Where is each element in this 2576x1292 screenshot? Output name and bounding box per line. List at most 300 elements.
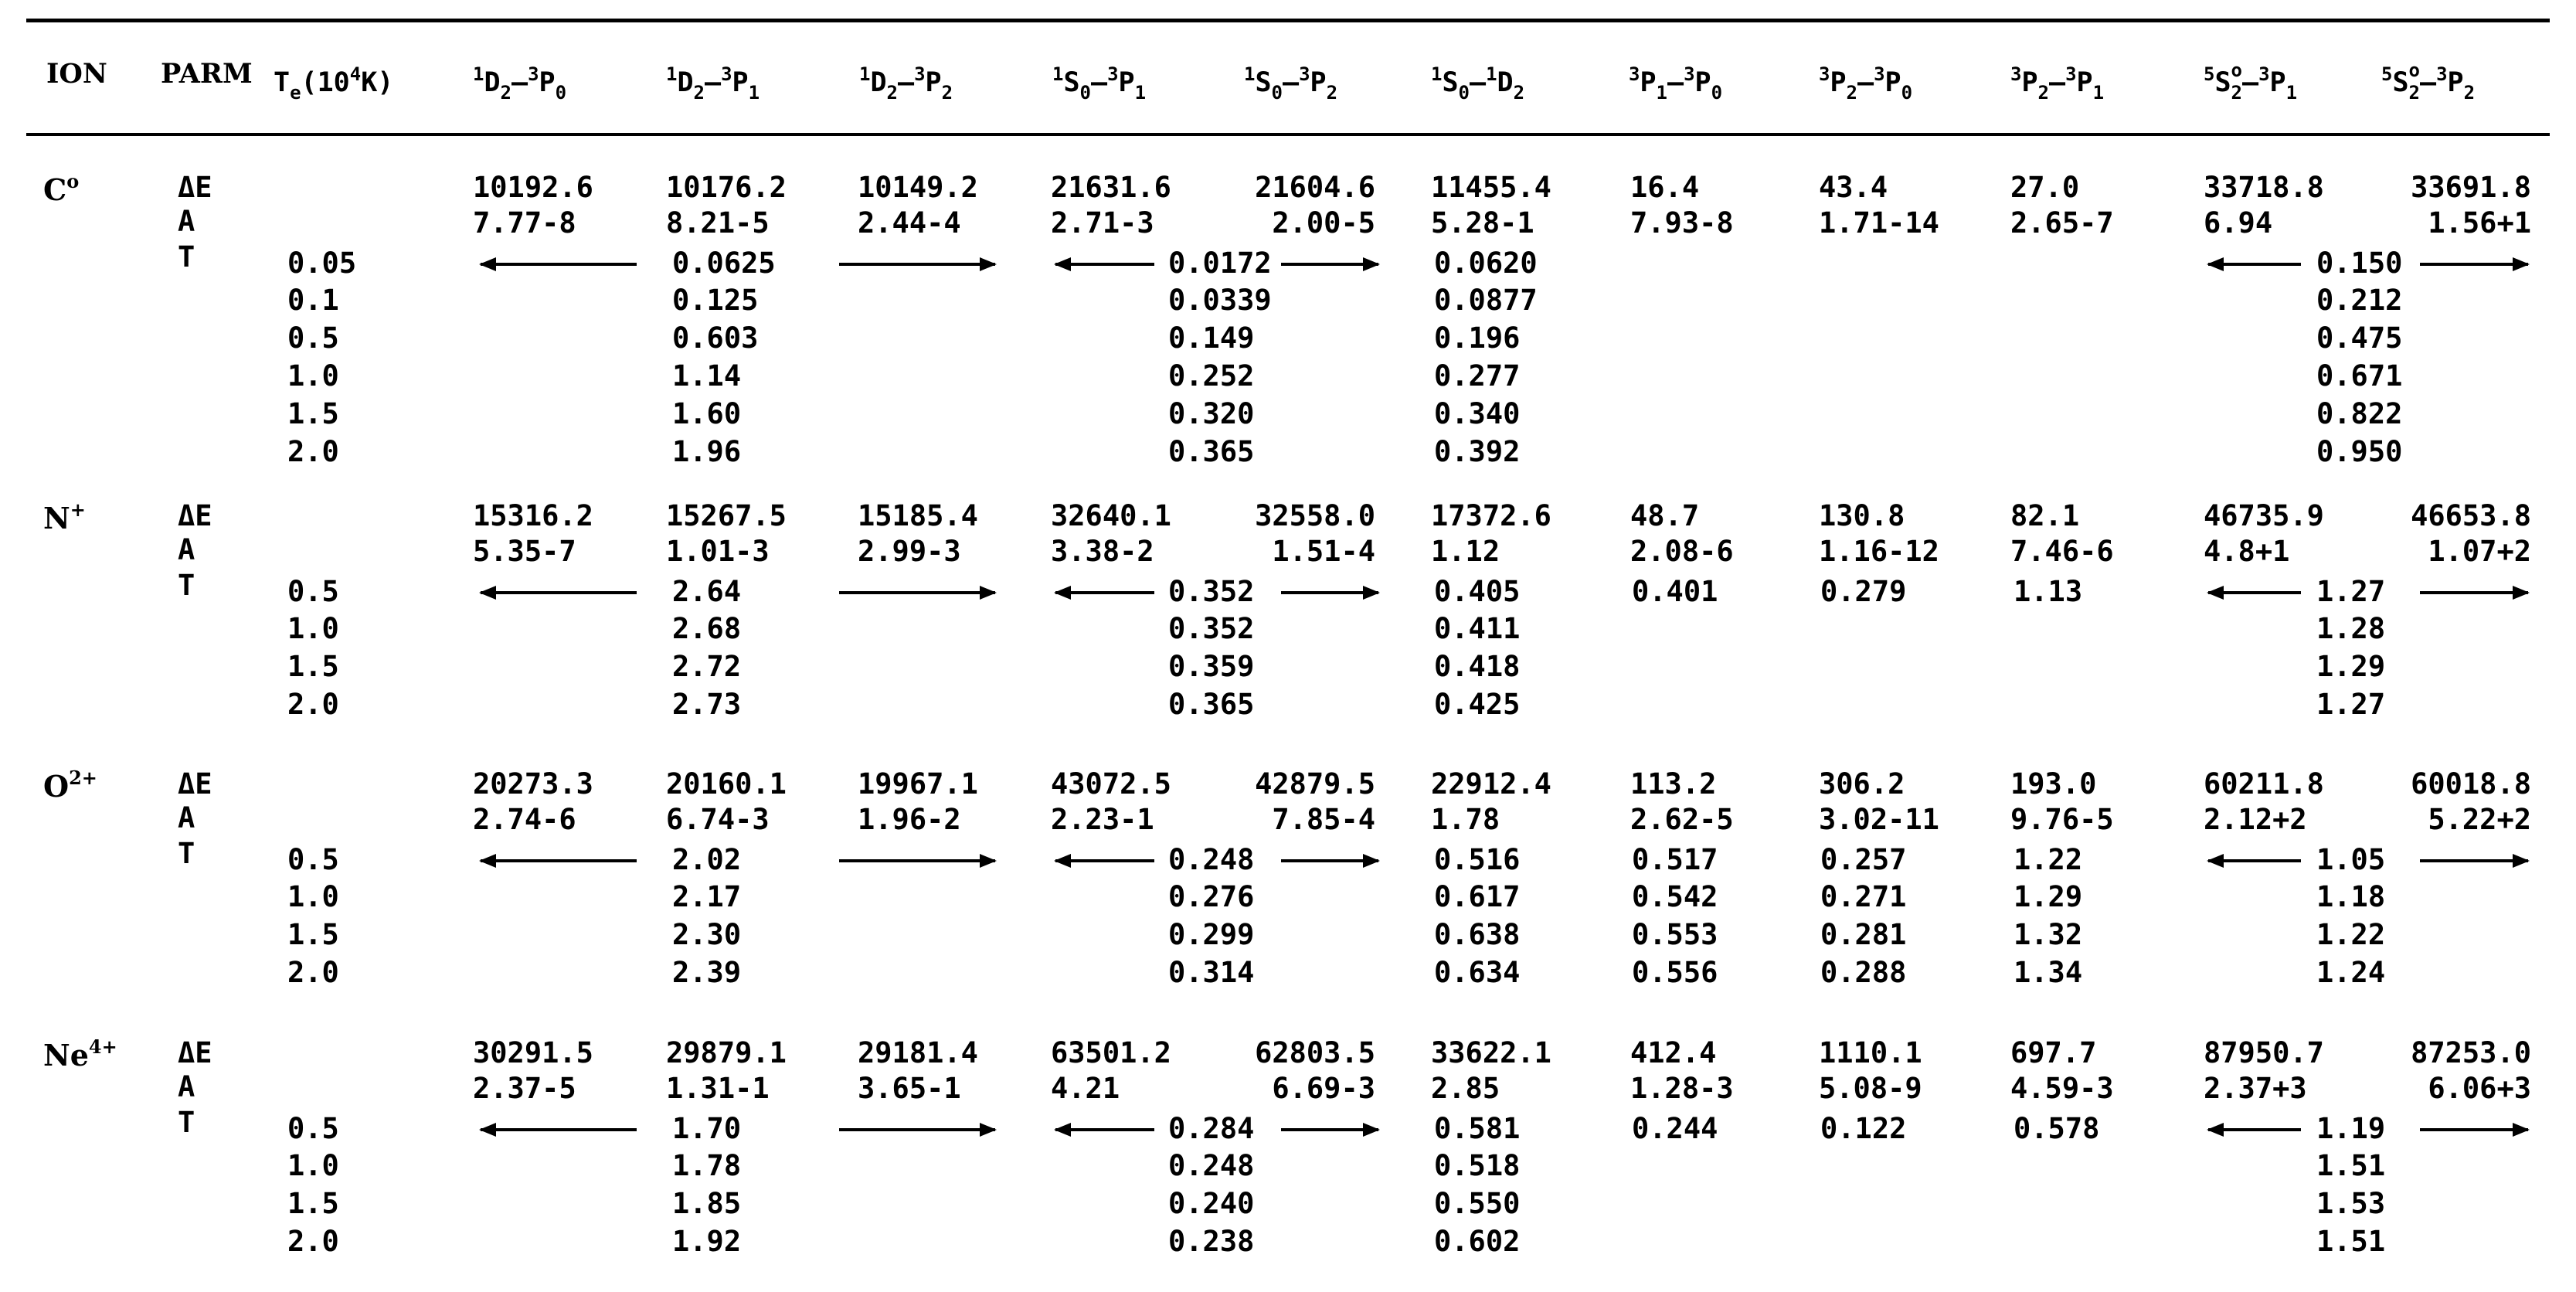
a-value: 5.08-9 (1819, 1072, 1922, 1106)
header-upper-term: P (1640, 67, 1657, 98)
header-lower-multiplicity: 3 (2258, 63, 2270, 85)
header-te (274, 51, 393, 116)
temperature-value: 2.0 (287, 1225, 339, 1258)
delta-e-value: 29879.1 (666, 1036, 787, 1069)
header-upper-multiplicity: 1 (859, 63, 871, 85)
header-upper-term: S (1063, 67, 1080, 98)
5s-3p-ratio-value: 1.22 (2316, 918, 2386, 952)
header-transition-4 (1244, 51, 1337, 116)
header-te-unit-open: (10 (301, 67, 350, 98)
header-lower-term: P (2076, 67, 2093, 98)
s0-3p-ratio-value: 0.276 (1168, 880, 1255, 914)
shared-value-arrow-right (839, 859, 995, 862)
shared-value-arrow-left (2208, 859, 2301, 862)
s0-3p-ratio-value: 0.365 (1168, 434, 1255, 468)
header-upper-j: 2 (1846, 82, 1857, 104)
a-value: 1.01-3 (666, 535, 770, 569)
a-value: 1.07+2 (2428, 535, 2531, 569)
header-lower-term: D (1497, 67, 1514, 98)
ion-symbol: N (43, 501, 70, 536)
3p2-3p1-ratio-value: 1.34 (2014, 956, 2083, 989)
header-upper-multiplicity: 5 (2381, 63, 2393, 85)
s0-1d2-ratio-value: 0.602 (1434, 1225, 1521, 1258)
5s-3p-ratio-value: 1.24 (2316, 956, 2386, 989)
ion-symbol: O (43, 769, 70, 804)
s0-1d2-ratio-value: 0.196 (1434, 321, 1521, 355)
a-value: 6.06+3 (2428, 1072, 2531, 1106)
param-a-label: A (178, 204, 195, 238)
header-upper-term: D (870, 67, 887, 98)
a-value: 5.28-1 (1431, 206, 1534, 240)
header-transition-0 (473, 51, 566, 116)
header-lower-term: P (2447, 67, 2464, 98)
s0-3p-ratio-value: 0.240 (1168, 1187, 1255, 1221)
a-value: 1.28-3 (1630, 1072, 1734, 1106)
table-header-rule (26, 133, 2550, 136)
d2-3p-ratio-value: 1.70 (672, 1111, 742, 1145)
5s-3p-ratio-value: 1.05 (2316, 842, 2386, 876)
a-value: 2.44-4 (858, 206, 961, 240)
delta-e-value: 21631.6 (1051, 171, 1171, 204)
delta-e-value: 82.1 (2010, 499, 2080, 532)
header-dash: – (511, 67, 528, 98)
param-t-label: T (178, 240, 195, 274)
header-dash: – (1857, 67, 1874, 98)
temperature-value: 0.5 (287, 842, 339, 876)
a-value: 2.99-3 (858, 535, 961, 569)
header-lower-j: 1 (748, 82, 760, 104)
5s-3p-ratio-value: 0.150 (2316, 246, 2403, 280)
delta-e-value: 17372.6 (1431, 499, 1551, 532)
s0-1d2-ratio-value: 0.634 (1434, 956, 1521, 989)
header-upper-j: 0 (1271, 82, 1283, 104)
delta-e-value: 33718.8 (2204, 171, 2324, 204)
param-delta-e-label: ΔE (178, 767, 212, 801)
d2-3p-ratio-value: 2.73 (672, 688, 742, 721)
a-value: 1.16-12 (1819, 535, 1939, 569)
header-upper-j: 0 (1079, 82, 1091, 104)
header-te-symbol: T (274, 67, 291, 98)
delta-e-value: 46653.8 (2411, 499, 2531, 532)
header-lower-j: 1 (2285, 82, 2298, 104)
ion-charge: 4+ (88, 1035, 117, 1058)
a-value: 4.59-3 (2010, 1072, 2114, 1106)
d2-3p-ratio-value: 2.17 (672, 880, 742, 914)
s0-3p-ratio-value: 0.352 (1168, 612, 1255, 646)
ion-charge: o (66, 170, 80, 192)
shared-value-arrow-right (2420, 1128, 2528, 1131)
header-lower-j: 1 (1134, 82, 1147, 104)
s0-1d2-ratio-value: 0.518 (1434, 1149, 1521, 1183)
s0-1d2-ratio-value: 0.405 (1434, 574, 1521, 608)
s0-3p-ratio-value: 0.252 (1168, 359, 1255, 393)
s0-3p-ratio-value: 0.238 (1168, 1225, 1255, 1258)
d2-3p-ratio-value: 2.68 (672, 612, 742, 646)
header-transition-9 (2204, 51, 2297, 116)
a-value: 7.46-6 (2010, 535, 2114, 569)
header-lower-multiplicity: 3 (721, 63, 732, 85)
header-parm (161, 51, 253, 97)
a-value: 2.71-3 (1051, 206, 1154, 240)
header-lower-term: P (925, 67, 942, 98)
header-lower-term: P (2269, 67, 2286, 98)
s0-3p-ratio-value: 0.0172 (1168, 246, 1272, 280)
d2-3p-ratio-value: 2.30 (672, 918, 742, 952)
header-upper-j: 0 (1458, 82, 1470, 104)
d2-3p-ratio-value: 0.125 (672, 284, 759, 318)
delta-e-value: 11455.4 (1431, 171, 1551, 204)
s0-1d2-ratio-value: 0.425 (1434, 688, 1521, 721)
header-transition-2 (859, 51, 953, 116)
header-lower-term: P (1118, 67, 1135, 98)
delta-e-value: 48.7 (1630, 499, 1700, 532)
a-value: 2.37-5 (473, 1072, 576, 1106)
header-upper-term: D (484, 67, 501, 98)
header-upper-multiplicity: 1 (473, 63, 484, 85)
temperature-value: 1.5 (287, 918, 339, 952)
header-dash: – (704, 67, 722, 98)
header-transition-7 (1819, 51, 1912, 116)
3p2-3p1-ratio-value: 1.13 (2014, 574, 2083, 608)
delta-e-value: 30291.5 (473, 1036, 593, 1069)
header-upper-multiplicity: 5 (2204, 63, 2215, 85)
5s-3p-ratio-value: 1.27 (2316, 688, 2386, 721)
delta-e-value: 87253.0 (2411, 1036, 2531, 1069)
param-t-label: T (178, 569, 195, 603)
5s-3p-ratio-value: 1.53 (2316, 1187, 2386, 1221)
header-lower-j: 2 (1326, 82, 1338, 104)
header-lower-multiplicity: 3 (1874, 63, 1885, 85)
delta-e-value: 113.2 (1630, 767, 1717, 801)
d2-3p-ratio-value: 0.603 (672, 321, 759, 355)
s0-1d2-ratio-value: 0.340 (1434, 396, 1521, 430)
temperature-value: 1.5 (287, 650, 339, 684)
header-dash: – (1667, 67, 1684, 98)
delta-e-value: 10192.6 (473, 171, 593, 204)
s0-1d2-ratio-value: 0.392 (1434, 434, 1521, 468)
header-upper-j: 2 (2408, 82, 2420, 104)
header-transition-6 (1629, 51, 1722, 116)
shared-value-arrow-left (481, 1128, 637, 1131)
s0-3p-ratio-value: 0.0339 (1168, 284, 1272, 318)
header-dash: – (897, 67, 915, 98)
a-value: 9.76-5 (2010, 803, 2114, 837)
header-upper-term: S (1255, 67, 1272, 98)
header-lower-j: 0 (555, 82, 567, 104)
s0-3p-ratio-value: 0.149 (1168, 321, 1255, 355)
3p2-3p0-ratio-value: 0.288 (1820, 956, 1907, 989)
a-value: 2.65-7 (2010, 206, 2114, 240)
temperature-value: 0.5 (287, 321, 339, 355)
a-value: 2.37+3 (2204, 1072, 2307, 1106)
header-upper-term: D (677, 67, 694, 98)
a-value: 8.21-5 (666, 206, 770, 240)
s0-1d2-ratio-value: 0.617 (1434, 880, 1521, 914)
param-a-label: A (178, 532, 195, 566)
shared-value-arrow-left (2208, 1128, 2301, 1131)
temperature-value: 1.0 (287, 1149, 339, 1183)
delta-e-value: 43072.5 (1051, 767, 1171, 801)
3p2-3p0-ratio-value: 0.122 (1820, 1111, 1907, 1145)
shared-value-arrow-right (839, 263, 995, 266)
s0-3p-ratio-value: 0.314 (1168, 956, 1255, 989)
shared-value-arrow-right (839, 1128, 995, 1131)
header-lower-multiplicity: 3 (914, 63, 926, 85)
shared-value-arrow-right (2420, 263, 2528, 266)
shared-value-arrow-right (1281, 263, 1378, 266)
header-upper-multiplicity: 3 (1819, 63, 1830, 85)
s0-3p-ratio-value: 0.320 (1168, 396, 1255, 430)
3p2-3p0-ratio-value: 0.281 (1820, 918, 1907, 952)
header-lower-j: 2 (1513, 82, 1525, 104)
delta-e-value: 43.4 (1819, 171, 1888, 204)
ion-label (43, 1029, 117, 1073)
header-transition-3 (1052, 51, 1146, 116)
d2-3p-ratio-value: 2.02 (672, 842, 742, 876)
5s-3p-ratio-value: 1.18 (2316, 880, 2386, 914)
delta-e-value: 15185.4 (858, 499, 978, 532)
a-value: 1.12 (1431, 535, 1500, 569)
temperature-value: 0.1 (287, 284, 339, 318)
a-value: 5.35-7 (473, 535, 576, 569)
delta-e-value: 60018.8 (2411, 767, 2531, 801)
s0-3p-ratio-value: 0.299 (1168, 918, 1255, 952)
d2-3p-ratio-value: 1.78 (672, 1149, 742, 1183)
d2-3p-ratio-value: 1.60 (672, 396, 742, 430)
header-upper-term: P (2021, 67, 2038, 98)
shared-value-arrow-left (2208, 591, 2301, 594)
5s-3p-ratio-value: 1.27 (2316, 574, 2386, 608)
s0-1d2-ratio-value: 0.277 (1434, 359, 1521, 393)
delta-e-value: 10176.2 (666, 171, 787, 204)
3p2-3p1-ratio-value: 1.22 (2014, 842, 2083, 876)
header-dash: – (1469, 67, 1487, 98)
ion-charge: + (70, 498, 86, 521)
s0-1d2-ratio-value: 0.0877 (1434, 284, 1538, 318)
shared-value-arrow-left (1055, 263, 1154, 266)
delta-e-value: 32640.1 (1051, 499, 1171, 532)
a-value: 6.94 (2204, 206, 2273, 240)
shared-value-arrow-right (1281, 1128, 1378, 1131)
shared-value-arrow-left (1055, 1128, 1154, 1131)
a-value: 3.02-11 (1819, 803, 1939, 837)
5s-3p-ratio-value: 0.822 (2316, 396, 2403, 430)
a-value: 7.77-8 (473, 206, 576, 240)
temperature-value: 1.0 (287, 612, 339, 646)
ion-symbol: C (43, 172, 67, 207)
d2-3p-ratio-value: 2.64 (672, 574, 742, 608)
header-dash: – (1090, 67, 1108, 98)
3p2-3p1-ratio-value: 0.578 (2014, 1111, 2100, 1145)
delta-e-value: 29181.4 (858, 1036, 978, 1069)
3p2-3p0-ratio-value: 0.271 (1820, 880, 1907, 914)
3p1-3p0-ratio-value: 0.556 (1632, 956, 1718, 989)
shared-value-arrow-right (2420, 591, 2528, 594)
5s-3p-ratio-value: 0.475 (2316, 321, 2403, 355)
header-lower-multiplicity: 3 (1684, 63, 1695, 85)
a-value: 1.56+1 (2428, 206, 2531, 240)
header-transition-5 (1431, 51, 1524, 116)
header-upper-j: 2 (693, 82, 705, 104)
delta-e-value: 193.0 (2010, 767, 2097, 801)
s0-1d2-ratio-value: 0.550 (1434, 1187, 1521, 1221)
shared-value-arrow-left (481, 859, 637, 862)
3p1-3p0-ratio-value: 0.553 (1632, 918, 1718, 952)
header-upper-sub-sup (2409, 60, 2420, 116)
header-lower-multiplicity: 3 (2436, 63, 2448, 85)
delta-e-value: 22912.4 (1431, 767, 1551, 801)
header-lower-term: P (1694, 67, 1711, 98)
header-transition-8 (2010, 51, 2104, 116)
header-te-subscript: e (290, 82, 301, 104)
header-lower-term: P (1310, 67, 1327, 98)
header-upper-multiplicity: 1 (1244, 63, 1256, 85)
a-value: 1.96-2 (858, 803, 961, 837)
delta-e-value: 46735.9 (2204, 499, 2324, 532)
header-lower-term: P (732, 67, 749, 98)
a-value: 6.74-3 (666, 803, 770, 837)
delta-e-value: 306.2 (1819, 767, 1905, 801)
temperature-value: 2.0 (287, 688, 339, 721)
param-t-label: T (178, 837, 195, 871)
temperature-value: 1.0 (287, 359, 339, 393)
header-upper-multiplicity: 1 (1431, 63, 1443, 85)
header-lower-j: 0 (1901, 82, 1913, 104)
header-upper-multiplicity: 1 (666, 63, 678, 85)
shared-value-arrow-left (1055, 591, 1154, 594)
header-lower-term: P (1884, 67, 1901, 98)
header-dash: – (1282, 67, 1300, 98)
3p1-3p0-ratio-value: 0.542 (1632, 880, 1718, 914)
delta-e-value: 412.4 (1630, 1036, 1717, 1069)
header-upper-multiplicity: 1 (1052, 63, 1064, 85)
shared-value-arrow-right (1281, 859, 1378, 862)
5s-3p-ratio-value: 1.29 (2316, 650, 2386, 684)
3p1-3p0-ratio-value: 0.244 (1632, 1111, 1718, 1145)
param-delta-e-label: ΔE (178, 499, 212, 532)
3p1-3p0-ratio-value: 0.401 (1632, 574, 1718, 608)
shared-value-arrow-left (2208, 263, 2301, 266)
a-value: 1.71-14 (1819, 206, 1939, 240)
s0-3p-ratio-value: 0.359 (1168, 650, 1255, 684)
s0-3p-ratio-value: 0.365 (1168, 688, 1255, 721)
ion-label (43, 164, 79, 208)
3p1-3p0-ratio-value: 0.517 (1632, 842, 1718, 876)
a-value: 2.00-5 (1272, 206, 1375, 240)
a-value: 2.62-5 (1630, 803, 1734, 837)
header-dash: – (2048, 67, 2066, 98)
temperature-value: 2.0 (287, 956, 339, 989)
param-delta-e-label: ΔE (178, 171, 212, 204)
ion-charge: 2+ (69, 767, 97, 789)
delta-e-value: 697.7 (2010, 1036, 2097, 1069)
a-value: 3.65-1 (858, 1072, 961, 1106)
delta-e-value: 21604.6 (1255, 171, 1375, 204)
d2-3p-ratio-value: 2.39 (672, 956, 742, 989)
d2-3p-ratio-value: 1.14 (672, 359, 742, 393)
param-t-label: T (178, 1106, 195, 1140)
s0-1d2-ratio-value: 0.0620 (1434, 246, 1538, 280)
delta-e-value: 33691.8 (2411, 171, 2531, 204)
header-lower-multiplicity: 3 (2065, 63, 2077, 85)
a-value: 2.12+2 (2204, 803, 2307, 837)
a-value: 3.38-2 (1051, 535, 1154, 569)
header-upper-j: 1 (1656, 82, 1667, 104)
d2-3p-ratio-value: 2.72 (672, 650, 742, 684)
header-upper-term: S (2392, 67, 2409, 98)
a-value: 2.23-1 (1051, 803, 1154, 837)
temperature-value: 1.5 (287, 396, 339, 430)
header-upper-j: 2 (886, 82, 898, 104)
a-value: 1.51-4 (1272, 535, 1375, 569)
s0-3p-ratio-value: 0.352 (1168, 574, 1255, 608)
s0-1d2-ratio-value: 0.638 (1434, 918, 1521, 952)
header-upper-multiplicity: 3 (2010, 63, 2022, 85)
delta-e-value: 16.4 (1630, 171, 1700, 204)
s0-1d2-ratio-value: 0.516 (1434, 842, 1521, 876)
header-upper-term: P (1830, 67, 1847, 98)
temperature-value: 0.5 (287, 574, 339, 608)
delta-e-value: 60211.8 (2204, 767, 2324, 801)
shared-value-arrow-left (1055, 859, 1154, 862)
header-dash: – (2419, 67, 2437, 98)
a-value: 6.69-3 (1272, 1072, 1375, 1106)
shared-value-arrow-right (1281, 591, 1378, 594)
temperature-value: 0.5 (287, 1111, 339, 1145)
5s-3p-ratio-value: 0.212 (2316, 284, 2403, 318)
param-a-label: A (178, 801, 195, 835)
shared-value-arrow-left (481, 263, 637, 266)
delta-e-value: 33622.1 (1431, 1036, 1551, 1069)
header-lower-j: 1 (2092, 82, 2105, 104)
header-lower-multiplicity: 1 (1486, 63, 1497, 85)
a-value: 7.93-8 (1630, 206, 1734, 240)
delta-e-value: 15316.2 (473, 499, 593, 532)
header-parm-label: PARM (161, 58, 253, 90)
header-ion (46, 51, 107, 97)
header-lower-term: P (539, 67, 556, 98)
3p2-3p0-ratio-value: 0.257 (1820, 842, 1907, 876)
a-value: 1.31-1 (666, 1072, 770, 1106)
d2-3p-ratio-value: 1.85 (672, 1187, 742, 1221)
3p2-3p1-ratio-value: 1.32 (2014, 918, 2083, 952)
header-upper-multiplicity: 3 (1629, 63, 1640, 85)
header-upper-j: 2 (2037, 82, 2049, 104)
header-transition-1 (666, 51, 760, 116)
a-value: 4.21 (1051, 1072, 1120, 1106)
header-ion-label: ION (46, 58, 107, 90)
header-lower-j: 0 (1711, 82, 1723, 104)
header-lower-j: 2 (2463, 82, 2476, 104)
shared-value-arrow-right (839, 591, 995, 594)
s0-3p-ratio-value: 0.284 (1168, 1111, 1255, 1145)
header-upper-term: S (2214, 67, 2231, 98)
5s-3p-ratio-value: 0.950 (2316, 434, 2403, 468)
header-upper-parity: o (2408, 60, 2420, 81)
temperature-value: 1.5 (287, 1187, 339, 1221)
delta-e-value: 27.0 (2010, 171, 2080, 204)
delta-e-value: 130.8 (1819, 499, 1905, 532)
s0-3p-ratio-value: 0.248 (1168, 1149, 1255, 1183)
shared-value-arrow-left (481, 591, 637, 594)
header-te-unit-close: K) (361, 67, 394, 98)
s0-3p-ratio-value: 0.248 (1168, 842, 1255, 876)
ion-symbol: Ne (43, 1038, 89, 1073)
temperature-value: 0.05 (287, 246, 357, 280)
temperature-value: 2.0 (287, 434, 339, 468)
header-lower-multiplicity: 3 (1299, 63, 1310, 85)
s0-1d2-ratio-value: 0.418 (1434, 650, 1521, 684)
